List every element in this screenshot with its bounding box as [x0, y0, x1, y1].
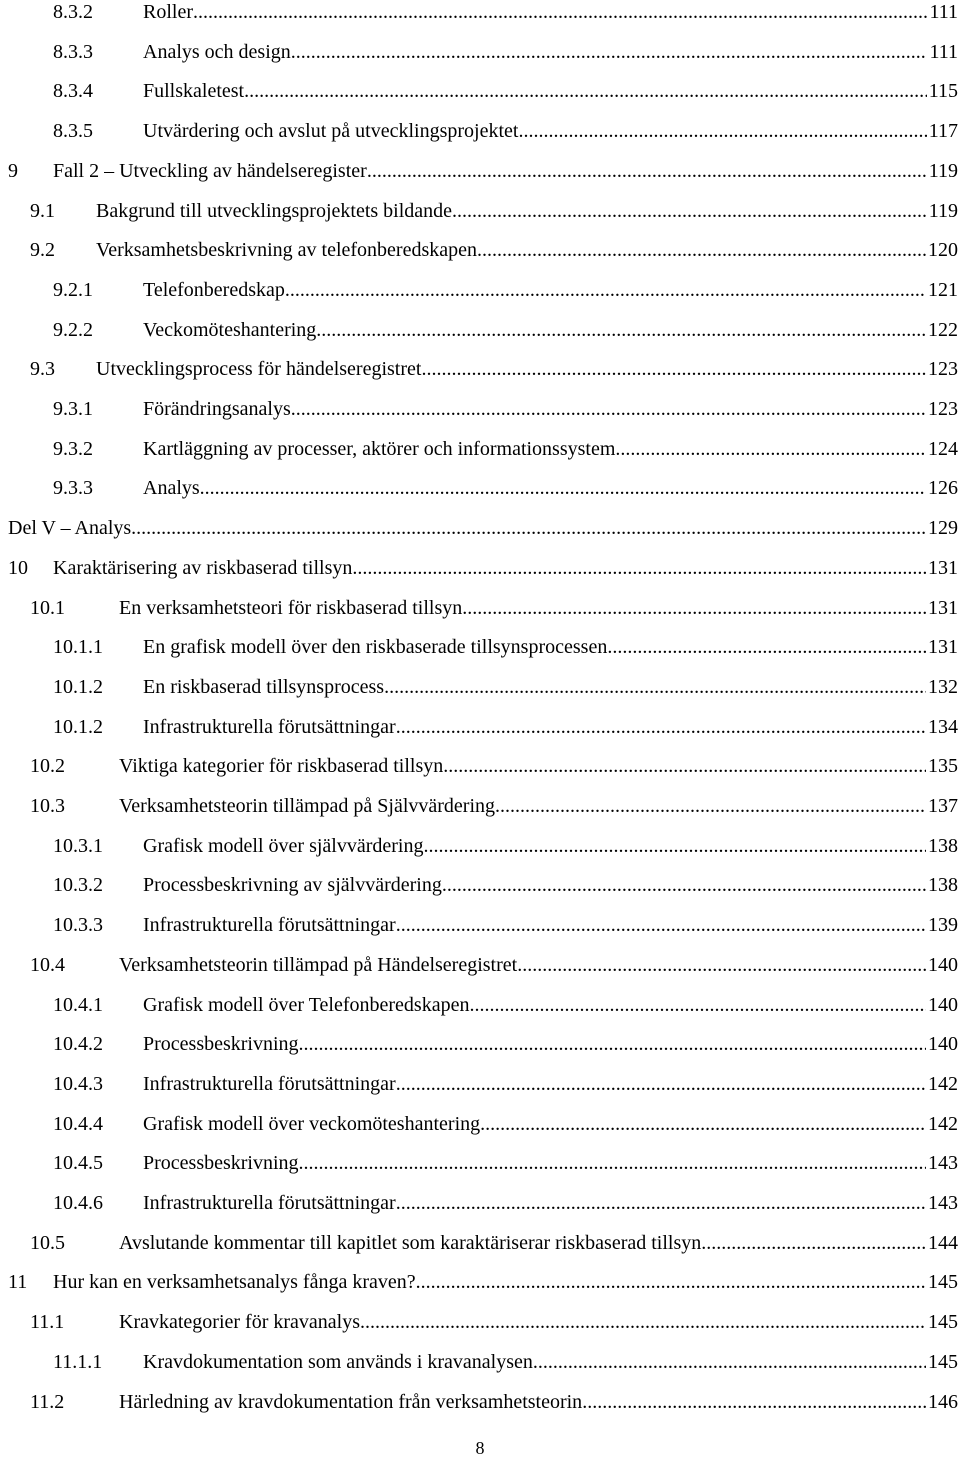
toc-entry[interactable] — [0, 752, 958, 780]
toc-entry-title: Kravkategorier för kravanalys — [119, 1311, 360, 1334]
toc-entry-title: Avslutande kommentar till kapitlet som karaktäriserar riskbaserad tillsyn — [119, 1231, 702, 1254]
toc-entry-title: Telefonberedskap — [143, 278, 285, 301]
toc-entry-title: Infrastrukturella förutsättningar — [143, 715, 396, 738]
page-number: 8 — [475, 1438, 485, 1458]
toc-entry-page: 134 — [928, 715, 958, 738]
toc-entry-title: En riskbaserad tillsynsprocess — [143, 675, 385, 698]
toc-dot-leader — [469, 991, 926, 1019]
toc-dot-leader — [299, 1149, 926, 1177]
toc-entry-number: 9.3.1 — [53, 398, 93, 420]
toc-entry[interactable] — [0, 991, 958, 1019]
toc-entry-title: Viktiga kategorier för riskbaserad tillsyn — [119, 755, 444, 778]
toc-entry-page: 140 — [928, 1033, 958, 1056]
toc-entry-title: Veckomöteshantering — [143, 318, 317, 341]
toc-entry-number: 10.1.2 — [53, 675, 103, 698]
toc-entry-title: En verksamhetsteori för riskbaserad tillsyn — [119, 596, 463, 619]
toc-entry-number: 11.1.1 — [53, 1350, 103, 1373]
toc-entry-title: Utvärdering och avslut på utvecklingsprojektet — [143, 120, 519, 143]
toc-entry-page: 142 — [928, 1072, 958, 1095]
toc-entry-number: 9 — [8, 159, 18, 182]
toc-entry-page: 143 — [928, 1152, 958, 1175]
toc-entry-page: 119 — [928, 159, 958, 182]
toc-entry[interactable] — [0, 316, 958, 344]
toc-entry-page: 123 — [928, 358, 958, 381]
toc-entry-page: 144 — [928, 1231, 958, 1254]
toc-entry-title: Verksamhetsteorin tillämpad på Händelseregistret — [119, 953, 518, 976]
toc-entry[interactable] — [0, 117, 958, 145]
toc-dot-leader — [495, 792, 926, 820]
toc-entry-title: Infrastrukturella förutsättningar — [143, 1192, 396, 1214]
toc-entry-page: 119 — [928, 199, 958, 222]
toc-entry-title: Analys och design — [143, 40, 291, 63]
toc-dot-leader — [480, 1110, 926, 1138]
toc-entry-number: 8.3.4 — [53, 80, 93, 103]
toc-entry[interactable] — [0, 673, 958, 701]
toc-entry-title: Hur kan en verksamhetsanalys fånga kraven? — [53, 1271, 416, 1294]
toc-dot-leader — [244, 77, 927, 105]
toc-entry-title: Fullskaletest — [143, 80, 245, 103]
toc-dot-leader — [533, 1348, 926, 1376]
toc-entry-title: Processbeskrivning — [143, 1033, 299, 1056]
toc-entry[interactable] — [0, 633, 958, 661]
toc-entry-page: 121 — [928, 278, 958, 301]
toc-entry-title: Analys — [143, 477, 200, 500]
toc-entry[interactable] — [0, 1030, 958, 1058]
toc-entry-title: Processbeskrivning av självvärdering — [143, 874, 442, 897]
toc-entry-title: Infrastrukturella förutsättningar — [143, 914, 396, 937]
toc-entry[interactable] — [0, 1229, 958, 1257]
toc-entry-number: 9.1 — [30, 199, 55, 222]
toc-entry-page: 117 — [928, 120, 958, 143]
toc-dot-leader — [442, 871, 926, 899]
toc-entry-page: 122 — [928, 318, 958, 341]
toc-dot-leader — [452, 197, 927, 225]
toc-entry-page: 146 — [928, 1390, 958, 1413]
toc-entry-title: Kartläggning av processer, aktörer och informationssystem — [143, 437, 616, 460]
toc-entry-title: Processbeskrivning — [143, 1152, 299, 1175]
toc-entry-title: Infrastrukturella förutsättningar — [143, 1072, 396, 1095]
toc-entry-number: 10.3.1 — [53, 834, 103, 857]
toc-entry-number: 11 — [8, 1271, 28, 1294]
toc-entry-page: 126 — [928, 477, 958, 500]
toc-dot-leader — [316, 316, 926, 344]
toc-dot-leader — [384, 673, 926, 701]
toc-entry-number: 8.3.3 — [53, 40, 93, 63]
toc-entry[interactable] — [0, 474, 958, 502]
toc-entry-page: 143 — [928, 1192, 958, 1214]
toc-entry-title: Bakgrund till utvecklingsprojektets bildande — [96, 199, 453, 222]
toc-dot-leader — [701, 1229, 926, 1257]
toc-entry-page: 142 — [928, 1112, 958, 1135]
toc-dot-leader — [193, 0, 927, 26]
toc-entry[interactable] — [0, 236, 958, 264]
toc-dot-leader — [607, 633, 926, 661]
toc-entry[interactable] — [0, 1110, 958, 1138]
toc-entry-page: 120 — [928, 239, 958, 262]
toc-dot-leader — [396, 713, 926, 741]
toc-entry[interactable] — [0, 1149, 958, 1177]
toc-entry-title: Del V – Analys — [8, 517, 132, 540]
toc-entry[interactable] — [0, 197, 958, 225]
toc-entry-page: 140 — [928, 953, 958, 976]
toc-entry-page: 124 — [928, 437, 958, 460]
toc-entry-number: 8.3.2 — [53, 1, 93, 23]
toc-entry-number: 9.2 — [30, 239, 55, 262]
toc-entry-number: 10.4 — [30, 953, 65, 976]
toc-entry-number: 8.3.5 — [53, 120, 93, 143]
toc-entry-number: 9.2.2 — [53, 318, 93, 341]
toc-entry-title: Grafisk modell över veckomöteshantering — [143, 1112, 481, 1135]
toc-entry-page: 123 — [928, 398, 958, 420]
toc-entry-number: 10.4.1 — [53, 993, 103, 1016]
toc-entry[interactable] — [0, 1189, 958, 1217]
toc-entry-page: 111 — [929, 40, 958, 63]
toc-entry-number: 10.1.2 — [53, 715, 103, 738]
toc-entry-page: 145 — [928, 1350, 958, 1373]
toc-entry-number: 10.3 — [30, 795, 65, 817]
toc-dot-leader — [421, 355, 926, 383]
toc-entry-page: 131 — [928, 556, 958, 579]
toc-entry[interactable] — [0, 1388, 958, 1416]
toc-entry-number: 9.3.2 — [53, 437, 93, 460]
toc-entry[interactable] — [0, 0, 958, 26]
toc-dot-leader — [416, 1268, 926, 1296]
toc-dot-leader — [367, 157, 927, 185]
toc-entry-title: Verksamhetsbeskrivning av telefonberedskapen — [96, 239, 477, 262]
toc-dot-leader — [396, 911, 926, 939]
toc-entry[interactable] — [0, 832, 958, 860]
toc-dot-leader — [291, 395, 926, 423]
toc-entry-number: 11.2 — [30, 1390, 65, 1413]
toc-entry[interactable] — [0, 395, 958, 423]
toc-dot-leader — [291, 38, 928, 66]
toc-entry-title: Fall 2 – Utveckling av händelseregister — [53, 159, 367, 182]
toc-entry-page: 129 — [928, 517, 958, 540]
toc-entry-number: 10.1 — [30, 596, 65, 619]
toc-entry[interactable] — [0, 792, 958, 820]
toc-entry-number: 10.1.1 — [53, 636, 103, 659]
toc-entry-number: 10.4.4 — [53, 1112, 103, 1135]
toc-entry-page: 140 — [928, 993, 958, 1016]
toc-entry-page: 139 — [928, 914, 958, 937]
toc-dot-leader — [396, 1189, 926, 1217]
toc-entry-page: 111 — [929, 1, 958, 23]
toc-entry-title: Grafisk modell över självvärdering — [143, 834, 424, 857]
toc-dot-leader — [477, 236, 926, 264]
toc-entry-page: 145 — [928, 1311, 958, 1334]
toc-dot-leader — [423, 832, 926, 860]
toc-entry-number: 10.3.2 — [53, 874, 103, 897]
toc-dot-leader — [360, 1308, 926, 1336]
toc-entry[interactable] — [0, 435, 958, 463]
toc-entry-title: Karaktärisering av riskbaserad tillsyn — [53, 556, 353, 579]
toc-dot-leader — [299, 1030, 926, 1058]
toc-entry[interactable] — [0, 1268, 958, 1296]
toc-dot-leader — [131, 514, 926, 542]
toc-dot-leader — [200, 474, 926, 502]
toc-entry[interactable] — [0, 276, 958, 304]
toc-entry[interactable] — [0, 1348, 958, 1376]
toc-entry[interactable] — [0, 514, 958, 542]
toc-entry-number: 9.3.3 — [53, 477, 93, 500]
toc-entry[interactable] — [0, 594, 958, 622]
toc-dot-leader — [518, 117, 926, 145]
toc-entry-page: 131 — [928, 636, 958, 659]
toc-dot-leader — [462, 594, 926, 622]
toc-entry-number: 10.2 — [30, 755, 65, 778]
toc-entry[interactable] — [0, 1308, 958, 1336]
toc-entry[interactable] — [0, 38, 958, 66]
toc-entry[interactable] — [0, 554, 958, 582]
toc-entry-number: 10.4.5 — [53, 1152, 103, 1175]
toc-entry-page: 135 — [928, 755, 958, 778]
toc-entry-title: En grafisk modell över den riskbaserade tillsynsprocessen — [143, 636, 608, 659]
toc-entry-number: 10.4.3 — [53, 1072, 103, 1095]
toc-dot-leader — [582, 1388, 926, 1416]
toc-entry-number: 9.2.1 — [53, 278, 93, 301]
toc-entry-title: Grafisk modell över Telefonberedskapen — [143, 993, 470, 1016]
toc-dot-leader — [396, 1070, 926, 1098]
toc-entry-number: 10.5 — [30, 1231, 65, 1254]
toc-entry-title: Roller — [143, 1, 193, 23]
toc-dot-leader — [517, 951, 926, 979]
toc-entry[interactable] — [0, 951, 958, 979]
toc-entry-page: 132 — [928, 675, 958, 698]
toc-entry[interactable] — [0, 911, 958, 939]
toc-entry[interactable] — [0, 77, 958, 105]
toc-dot-leader — [285, 276, 926, 304]
toc-entry-page: 138 — [928, 834, 958, 857]
toc-dot-leader — [615, 435, 926, 463]
toc-dot-leader — [352, 554, 926, 582]
toc-entry-title: Härledning av kravdokumentation från verksamhetsteorin — [119, 1390, 583, 1413]
toc-entry-number: 10 — [8, 556, 28, 579]
toc-dot-leader — [443, 752, 926, 780]
toc-entry-page: 145 — [928, 1271, 958, 1294]
toc-entry-title: Kravdokumentation som används i kravanalysen — [143, 1350, 533, 1373]
toc-entry-number: 10.4.6 — [53, 1192, 103, 1214]
toc-entry-number: 11.1 — [30, 1311, 65, 1334]
toc-entry[interactable] — [0, 1070, 958, 1098]
toc-entry-number: 9.3 — [30, 358, 55, 381]
toc-entry-title: Verksamhetsteorin tillämpad på Självvärdering — [119, 795, 496, 817]
toc-entry-number: 10.3.3 — [53, 914, 103, 937]
toc-entry-page: 115 — [928, 80, 958, 103]
toc-entry-title: Förändringsanalys — [143, 398, 291, 420]
toc-entry-page: 131 — [928, 596, 958, 619]
toc-entry[interactable] — [0, 355, 958, 383]
toc-entry-page: 137 — [928, 795, 958, 817]
toc-entry[interactable] — [0, 157, 958, 185]
toc-entry-page: 138 — [928, 874, 958, 897]
toc-entry-number: 10.4.2 — [53, 1033, 103, 1056]
toc-entry[interactable] — [0, 713, 958, 741]
toc-entry[interactable] — [0, 871, 958, 899]
toc-entry-title: Utvecklingsprocess för händelseregistret — [96, 358, 422, 381]
